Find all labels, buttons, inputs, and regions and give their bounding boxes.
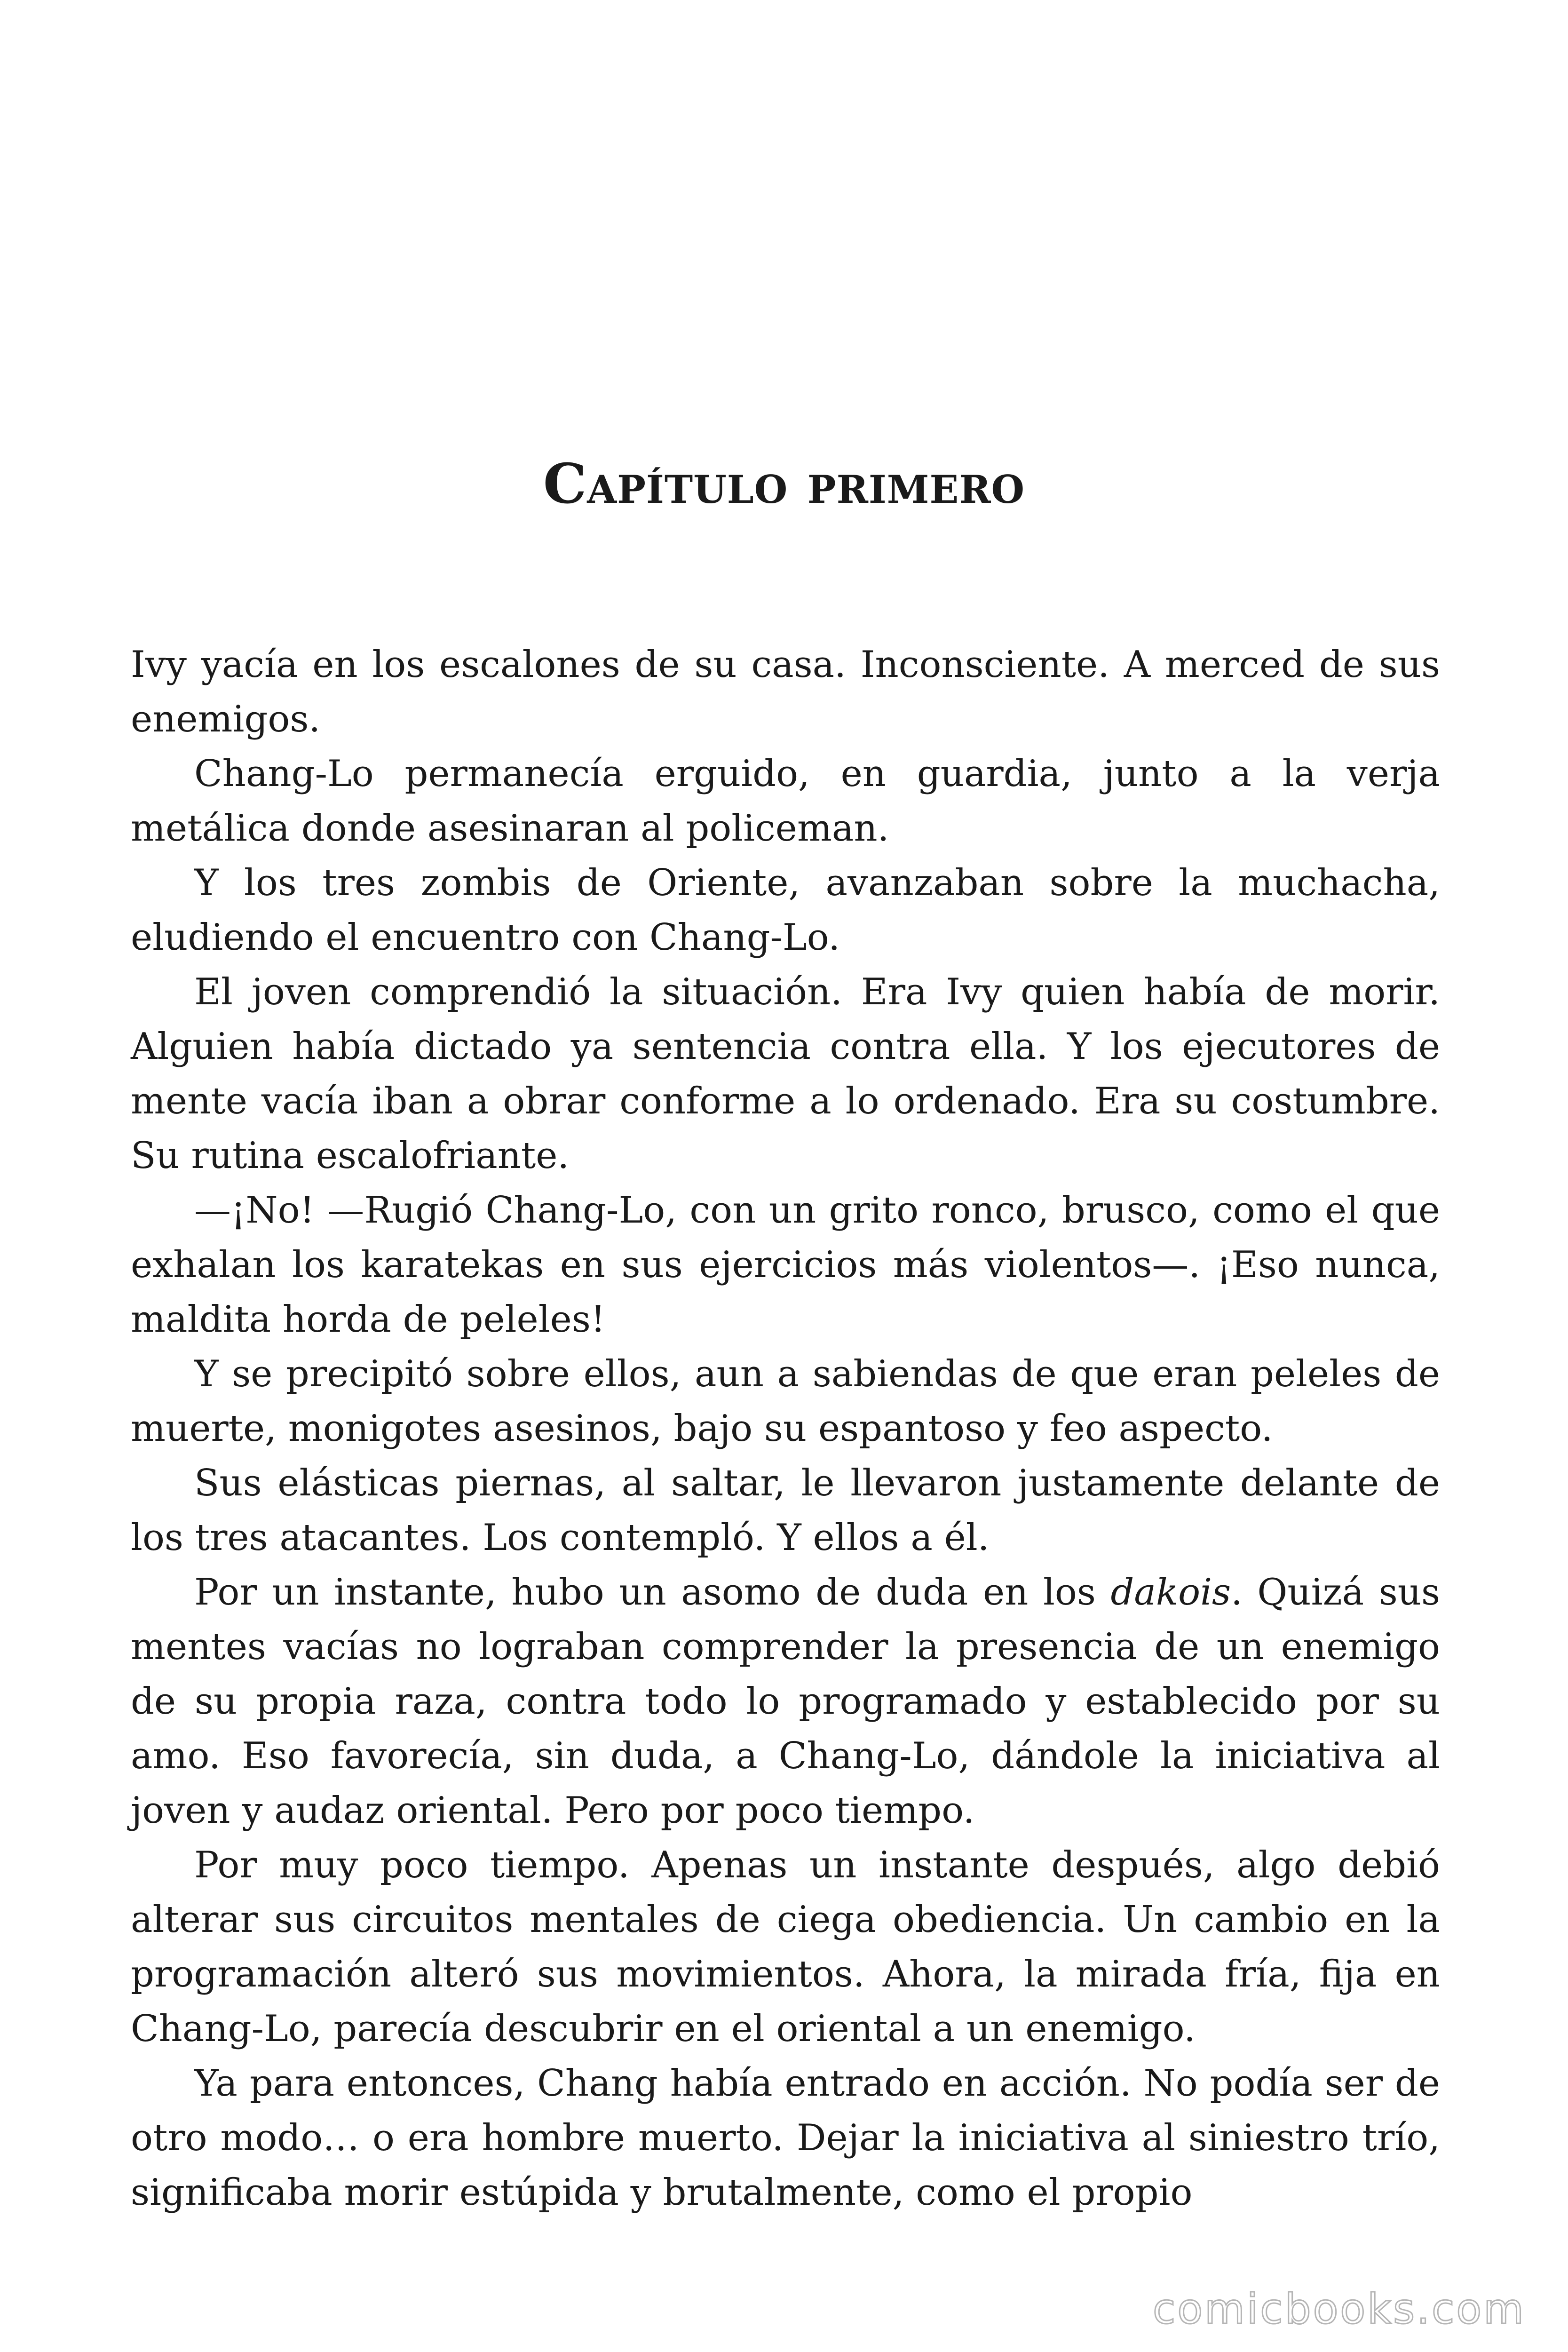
paragraph: El joven comprendió la situación. Era Ivy quien había de morir. Alguien había dictado ya sentencia contra ella. Y los ejecutores de mente vacía iban a obrar conforme a lo ordenado. Era su costumbre. Su rutina escalofriante. [131,971,1440,1177]
paragraph-text: Por un instante, hubo un asomo de duda en los [194,1571,1111,1613]
paragraph: Sus elásticas piernas, al saltar, le llevaron justamente delante de los tres atacantes. Los contempló. Y ellos a él. [131,1462,1440,1559]
body-text [131,637,1440,2220]
paragraph-text: . Quizá sus mentes vacías no lograban comprender la presencia de un enemigo de su propia raza, contra todo lo programado y establecido por su amo. Eso favorecía, sin duda, a Chang-Lo, dándole la iniciativa al joven y audaz oriental. Pero por poco tiempo. [131,1571,1440,1832]
paragraph: Chang-Lo permanecía erguido, en guardia, junto a la verja metálica donde asesinaran al policeman. [131,753,1440,850]
paragraph: —¡No! —Rugió Chang-Lo, con un grito ronco, brusco, como el que exhalan los karatekas en sus ejercicios más violentos—. ¡Eso nunca, maldita horda de peleles! [131,1189,1440,1341]
italic-term: dakois [1110,1571,1231,1613]
paragraph: Y los tres zombis de Oriente, avanzaban sobre la muchacha, eludiendo el encuentro con Chang-Lo. [131,862,1440,959]
paragraph: Por muy poco tiempo. Apenas un instante después, algo debió alterar sus circuitos mentales de ciega obediencia. Un cambio en la programación alteró sus movimientos. Ahora, la mirada fría, fija en Chang-Lo, parecía descubrir en el oriental a un enemigo. [131,1844,1440,2050]
watermark: comicbooks.com [1152,2285,1526,2333]
paragraph: Ya para entonces, Chang había entrado en acción. No podía ser de otro modo… o era hombre muerto. Dejar la iniciativa al siniestro trío, significaba morir estúpida y brutalmente, como el propio [131,2062,1440,2214]
paragraph [131,1565,1440,1838]
chapter-title: Capítulo primero [543,452,1025,516]
paragraph: Y se precipitó sobre ellos, aun a sabiendas de que eran peleles de muerte, monigotes asesinos, bajo su espantoso y feo aspecto. [131,1353,1440,1450]
paragraph: Ivy yacía en los escalones de su casa. Inconsciente. A merced de sus enemigos. [131,644,1440,740]
